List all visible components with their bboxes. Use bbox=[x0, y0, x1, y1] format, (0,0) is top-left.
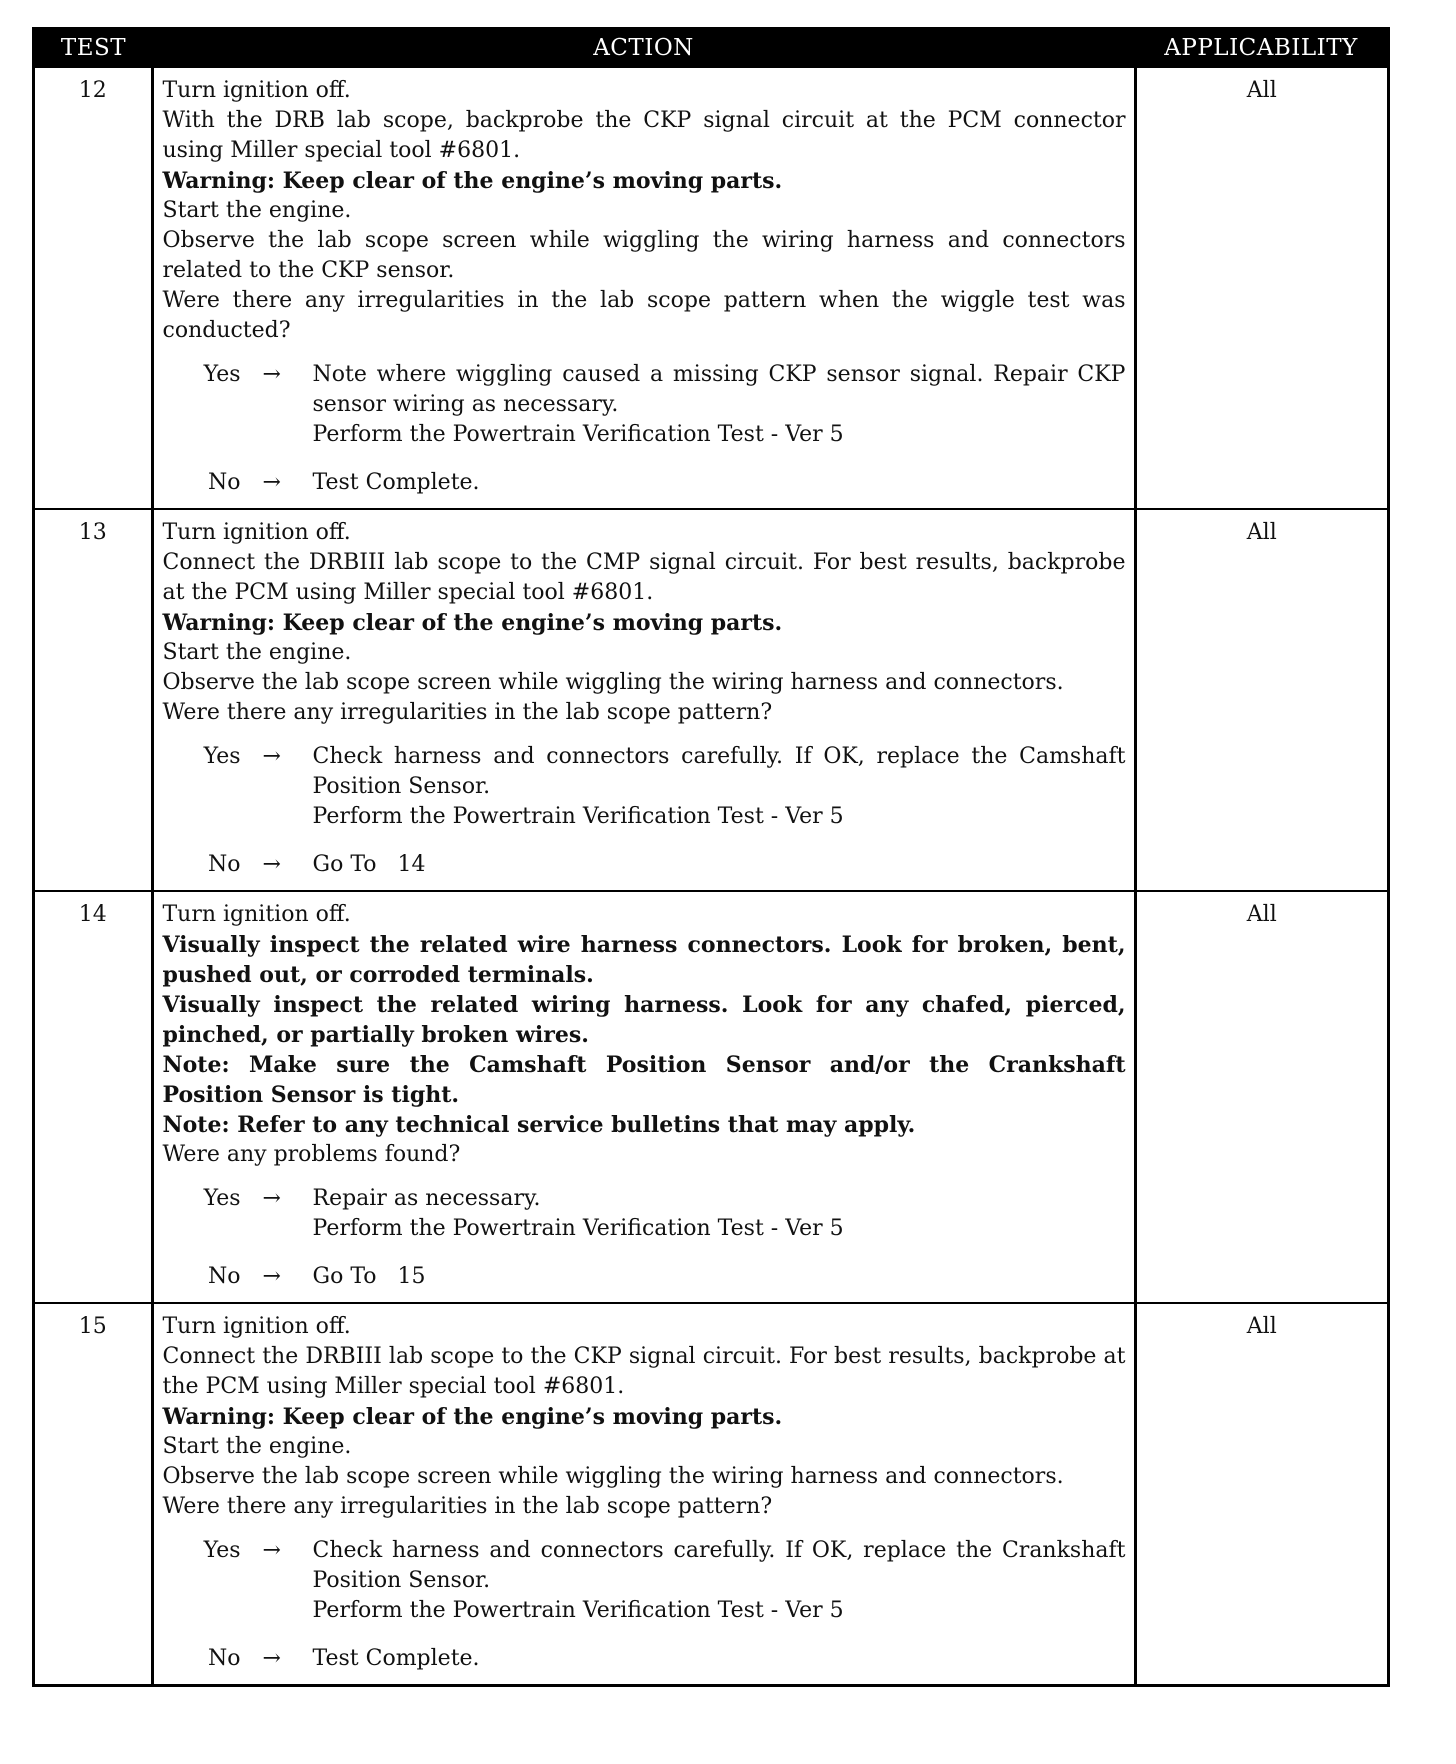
diagnostic-table bbox=[32, 27, 1390, 1687]
no-text: Test Complete. bbox=[312, 470, 480, 495]
yes-label: Yes bbox=[203, 744, 241, 769]
arrow-icon: → bbox=[262, 1646, 281, 1671]
step: Visually inspect the related wiring harness. Look for any chafed, pierced, pinched, or partially broken wires. bbox=[162, 992, 1126, 1048]
warning: Warning: Keep clear of the engine’s moving parts. bbox=[162, 610, 783, 636]
yes-text: Note where wiggling caused a missing CKP sensor signal. Repair CKP sensor wiring as necessary. bbox=[312, 362, 1126, 417]
step: Connect the DRBIII lab scope to the CKP signal circuit. For best results, backprobe at the PCM using Miller special tool #6801. bbox=[162, 1344, 1126, 1399]
applicability: All bbox=[1135, 1303, 1387, 1684]
step: Turn ignition off. bbox=[162, 1314, 351, 1339]
step: With the DRB lab scope, backprobe the CKP signal circuit at the PCM connector using Miller special tool #6801. bbox=[162, 108, 1126, 163]
arrow-icon: → bbox=[262, 1264, 281, 1289]
yes-followup: Perform the Powertrain Verification Test - Ver 5 bbox=[312, 1216, 844, 1241]
question: Were there any irregularities in the lab scope pattern? bbox=[162, 1494, 773, 1519]
step: Start the engine. bbox=[162, 198, 352, 223]
action-cell bbox=[152, 891, 1135, 1303]
yes-followup: Perform the Powertrain Verification Test - Ver 5 bbox=[312, 422, 844, 447]
step: Turn ignition off. bbox=[162, 520, 351, 545]
test-number: 14 bbox=[35, 891, 152, 1303]
header-action: ACTION bbox=[152, 30, 1135, 67]
action-cell bbox=[152, 509, 1135, 891]
arrow-icon: → bbox=[262, 470, 281, 495]
yes-branch bbox=[163, 1536, 1126, 1626]
step: Turn ignition off. bbox=[162, 902, 351, 927]
table-row bbox=[35, 509, 1387, 891]
yes-followup: Perform the Powertrain Verification Test - Ver 5 bbox=[312, 804, 844, 829]
yes-text: Check harness and connectors carefully. If OK, replace the Crankshaft Position Sensor. bbox=[312, 1538, 1126, 1593]
warning: Warning: Keep clear of the engine’s moving parts. bbox=[162, 1404, 783, 1430]
no-label: No bbox=[208, 852, 241, 877]
step: Start the engine. bbox=[162, 1434, 352, 1459]
yes-branch bbox=[163, 742, 1126, 832]
note: Note: Make sure the Camshaft Position Sensor and/or the Crankshaft Position Sensor is tight. bbox=[162, 1052, 1126, 1108]
no-text: Go To 15 bbox=[312, 1264, 426, 1289]
yes-label: Yes bbox=[203, 362, 241, 387]
arrow-icon: → bbox=[262, 852, 281, 877]
no-text: Go To 14 bbox=[312, 852, 426, 877]
arrow-icon: → bbox=[262, 362, 281, 387]
yes-branch bbox=[163, 360, 1126, 450]
no-branch bbox=[163, 1262, 1126, 1292]
warning: Warning: Keep clear of the engine’s moving parts. bbox=[162, 168, 783, 194]
applicability: All bbox=[1135, 891, 1387, 1303]
yes-label: Yes bbox=[203, 1186, 241, 1211]
no-branch bbox=[163, 850, 1126, 880]
applicability: All bbox=[1135, 509, 1387, 891]
table-row bbox=[35, 891, 1387, 1303]
table-header bbox=[35, 30, 1387, 67]
action-cell bbox=[152, 1303, 1135, 1684]
yes-branch bbox=[163, 1184, 1126, 1244]
test-number: 15 bbox=[35, 1303, 152, 1684]
yes-followup: Perform the Powertrain Verification Test - Ver 5 bbox=[312, 1598, 844, 1623]
no-branch bbox=[163, 468, 1126, 498]
question: Were there any irregularities in the lab scope pattern? bbox=[162, 700, 773, 725]
arrow-icon: → bbox=[262, 1186, 281, 1211]
step: Visually inspect the related wire harness connectors. Look for broken, bent, pushed out, or corroded terminals. bbox=[162, 932, 1126, 988]
yes-text: Repair as necessary. bbox=[312, 1186, 541, 1211]
header-applicability: APPLICABILITY bbox=[1135, 30, 1387, 67]
yes-text: Check harness and connectors carefully. If OK, replace the Camshaft Position Sensor. bbox=[312, 744, 1126, 799]
arrow-icon: → bbox=[262, 1538, 281, 1563]
no-label: No bbox=[208, 1264, 241, 1289]
table-row bbox=[35, 1303, 1387, 1684]
test-number: 12 bbox=[35, 67, 152, 509]
no-branch bbox=[163, 1644, 1126, 1674]
step: Turn ignition off. bbox=[162, 78, 351, 103]
yes-label: Yes bbox=[203, 1538, 241, 1563]
step: Start the engine. bbox=[162, 640, 352, 665]
no-label: No bbox=[208, 1646, 241, 1671]
question: Were there any irregularities in the lab scope pattern when the wiggle test was conducted? bbox=[162, 288, 1126, 343]
step: Connect the DRBIII lab scope to the CMP signal circuit. For best results, backprobe at the PCM using Miller special tool #6801. bbox=[162, 550, 1126, 605]
header-test: TEST bbox=[35, 30, 152, 67]
step: Observe the lab scope screen while wiggling the wiring harness and connectors related to the CKP sensor. bbox=[162, 228, 1126, 283]
arrow-icon: → bbox=[262, 744, 281, 769]
action-cell bbox=[152, 67, 1135, 509]
table-row bbox=[35, 67, 1387, 509]
question: Were any problems found? bbox=[162, 1142, 461, 1167]
no-label: No bbox=[208, 470, 241, 495]
step: Observe the lab scope screen while wiggling the wiring harness and connectors. bbox=[162, 1464, 1064, 1489]
note: Note: Refer to any technical service bulletins that may apply. bbox=[162, 1112, 916, 1138]
step: Observe the lab scope screen while wiggling the wiring harness and connectors. bbox=[162, 670, 1064, 695]
applicability: All bbox=[1135, 67, 1387, 509]
test-number: 13 bbox=[35, 509, 152, 891]
no-text: Test Complete. bbox=[312, 1646, 480, 1671]
